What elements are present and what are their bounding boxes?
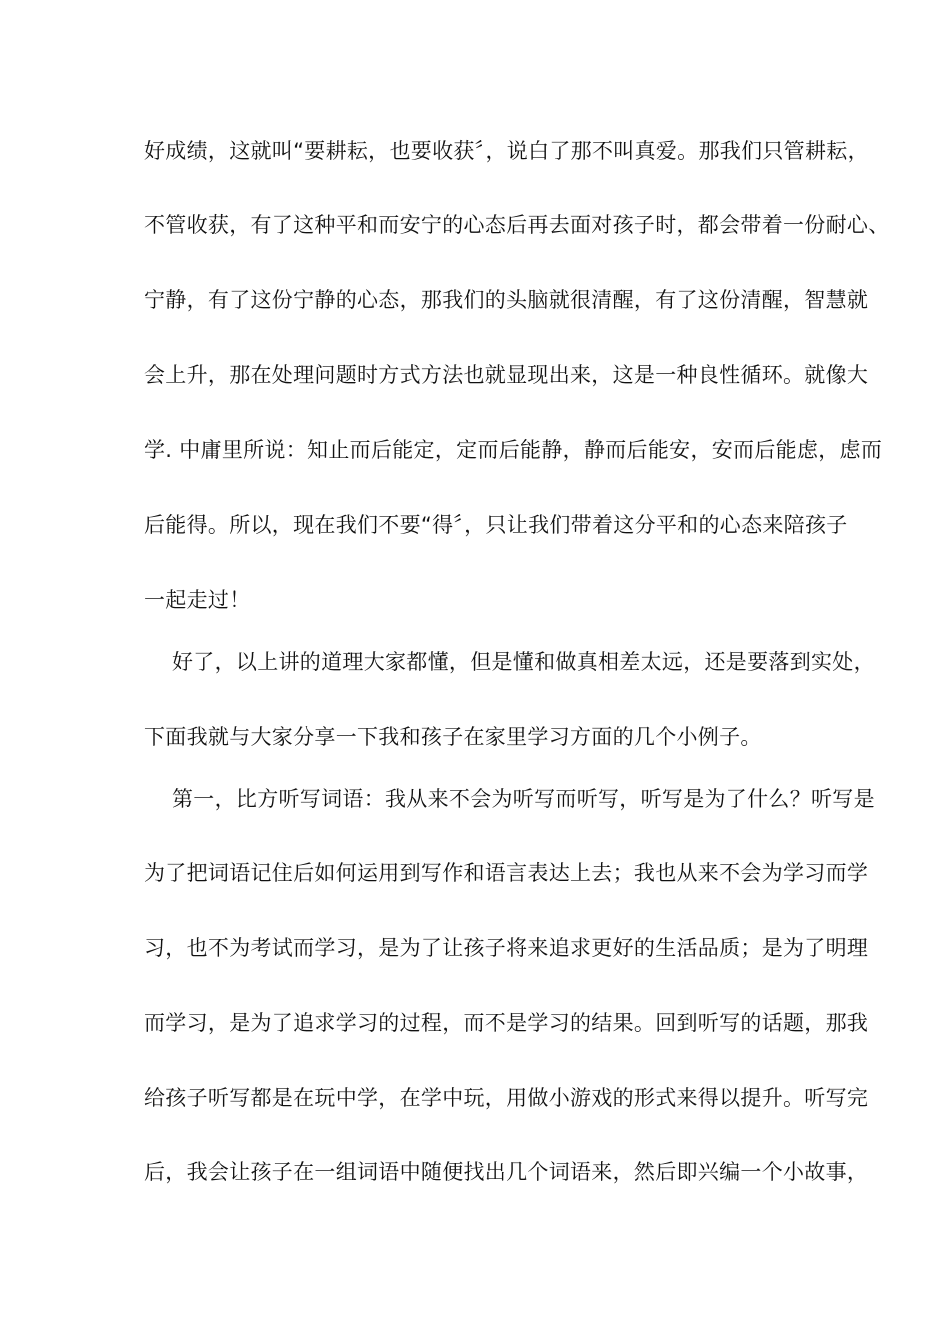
- text-line: 不管收获，有了这种平和而安宁的心态后再去面对孩子时，都会带着一份耐心、: [144, 213, 890, 237]
- text-line: 习，也不为考试而学习，是为了让孩子将来追求更好的生活品质；是为了明理: [144, 936, 869, 960]
- text-line: 下面我就与大家分享一下我和孩子在家里学习方面的几个小例子。: [144, 725, 762, 749]
- text-line: 一起走过！: [144, 588, 251, 612]
- text-line: 为了把词语记住后如何运用到写作和语言表达上去；我也从来不会为学习而学: [144, 861, 869, 885]
- text-line: 给孩子听写都是在玩中学，在学中玩，用做小游戏的形式来得以提升。听写完: [144, 1086, 869, 1110]
- text-line: 会上升，那在处理问题时方式方法也就显现出来，这是一种良性循环。就像大: [144, 363, 869, 387]
- paragraph-first-line: 好了，以上讲的道理大家都懂，但是懂和做真相差太远，还是要落到实处，: [172, 650, 875, 674]
- paragraph-first-line: 第一，比方听写词语：我从来不会为听写而听写，听写是为了什么？听写是: [172, 787, 875, 811]
- text-line: 学. 中庸里所说：知止而后能定，定而后能静，静而后能安，安而后能虑，虑而: [144, 438, 883, 462]
- text-line: 后，我会让孩子在一组词语中随便找出几个词语来，然后即兴编一个小故事，: [144, 1160, 869, 1184]
- text-line: 好成绩，这就叫“要耕耘，也要收获〞，说白了那不叫真爱。那我们只管耕耘，: [144, 139, 869, 163]
- text-line: 后能得。所以，现在我们不要“得〞，只让我们带着这分平和的心态来陪孩子: [144, 513, 848, 537]
- text-line: 宁静，有了这份宁静的心态，那我们的头脑就很清醒，有了这份清醒，智慧就: [144, 288, 869, 312]
- text-line: 而学习，是为了追求学习的过程，而不是学习的结果。回到听写的话题，那我: [144, 1011, 869, 1035]
